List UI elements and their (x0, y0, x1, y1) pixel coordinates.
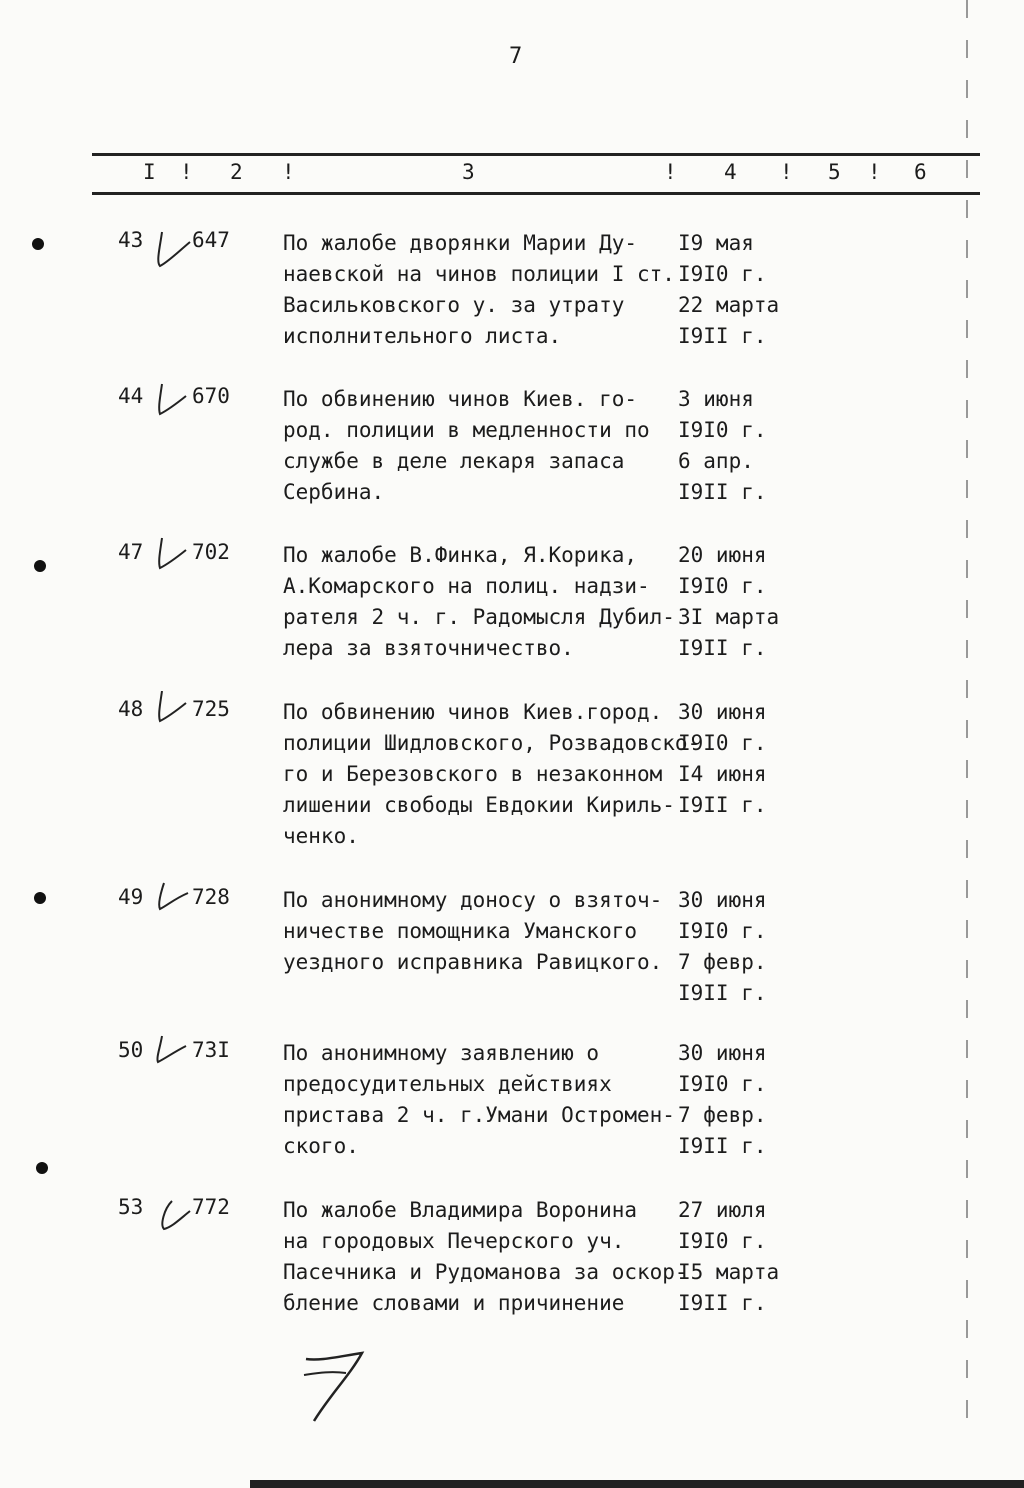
description-line: По жалобе дворянки Марии Ду- (283, 231, 638, 255)
header-sep: ! (282, 160, 295, 184)
date-line: 3I марта (678, 605, 780, 629)
description-line: предосудительных действиях (283, 1072, 612, 1096)
description-line: По анонимному доносу о взяточ- (283, 888, 663, 912)
description-line: пристава 2 ч. г.Умани Остромен- (283, 1103, 675, 1127)
punch-hole (34, 892, 46, 904)
description-line: А.Комарского на полиц. надзи- (283, 574, 650, 598)
description-line: службе в деле лекаря запаса (283, 449, 625, 473)
entry-dates (678, 540, 828, 664)
entry-dates (678, 885, 828, 1009)
date-line: I9II г. (678, 1134, 767, 1158)
case-number: 702 (192, 540, 230, 564)
date-line: 6 апр. (678, 449, 754, 473)
case-number: 728 (192, 885, 230, 909)
entry-dates (678, 228, 828, 352)
description-line: го и Березовского в незаконном (283, 762, 663, 786)
entry-description (283, 384, 673, 508)
entry-description (283, 885, 673, 978)
punch-hole (36, 1162, 48, 1174)
description-line: Сербина. (283, 480, 385, 504)
date-line: 27 июля (678, 1198, 767, 1222)
description-line: исполнительного листа. (283, 324, 562, 348)
header-col-3: 3 (462, 160, 475, 184)
header-sep: ! (780, 160, 793, 184)
date-line: I9I0 г. (678, 1072, 767, 1096)
header-sep: ! (664, 160, 677, 184)
date-line: I4 июня (678, 762, 767, 786)
description-line: рателя 2 ч. г. Радомысля Дубил- (283, 605, 675, 629)
entry-number: 50 (118, 1038, 144, 1062)
date-line: 3 июня (678, 387, 754, 411)
description-line: бление словами и причинение (283, 1291, 625, 1315)
date-line: I9I0 г. (678, 262, 767, 286)
entry-description (283, 1038, 673, 1162)
description-line: полиции Шидловского, Розвадовско- (283, 731, 701, 755)
date-line: 22 марта (678, 293, 780, 317)
date-line: I9 мая (678, 231, 754, 255)
date-line: I9II г. (678, 1291, 767, 1315)
date-line: I9II г. (678, 480, 767, 504)
entry-description (283, 1195, 688, 1319)
date-line: 30 июня (678, 1041, 767, 1065)
description-line: Пасечника и Рудоманова за оскор- (283, 1260, 688, 1284)
date-line: 20 июня (678, 543, 767, 567)
header-col-6: 6 (914, 160, 927, 184)
header-rule-top (92, 153, 980, 156)
case-number: 647 (192, 228, 230, 252)
handwritten-seven-mark (300, 1345, 380, 1425)
header-col-1: I (143, 160, 156, 184)
page-number: 7 (509, 44, 523, 69)
header-sep: ! (868, 160, 881, 184)
description-line: По обвинению чинов Киев.город. (283, 700, 663, 724)
description-line: ченко. (283, 824, 359, 848)
header-col-2: 2 (230, 160, 243, 184)
table-header (0, 160, 1024, 190)
description-line: Васильковского у. за утрату (283, 293, 625, 317)
description-line: ского. (283, 1134, 359, 1158)
case-number: 772 (192, 1195, 230, 1219)
description-line: По жалобе В.Финка, Я.Корика, (283, 543, 638, 567)
description-line: наевской на чинов полиции I ст. (283, 262, 675, 286)
header-rule-bottom (92, 192, 980, 195)
date-line: I9I0 г. (678, 1229, 767, 1253)
header-col-4: 4 (724, 160, 737, 184)
entry-description (283, 697, 701, 852)
entry-number: 48 (118, 697, 144, 721)
entry-dates (678, 697, 828, 821)
entry-dates (678, 384, 828, 508)
description-line: ничестве помощника Уманского (283, 919, 638, 943)
date-line: 7 февр. (678, 950, 767, 974)
date-line: 30 июня (678, 888, 767, 912)
date-line: I9II г. (678, 324, 767, 348)
case-number: 670 (192, 384, 230, 408)
entry-number: 44 (118, 384, 144, 408)
margin-line (966, 0, 968, 1440)
date-line: I9II г. (678, 981, 767, 1005)
description-line: По обвинению чинов Киев. го- (283, 387, 638, 411)
date-line: I9I0 г. (678, 731, 767, 755)
date-line: I9II г. (678, 636, 767, 660)
entry-number: 47 (118, 540, 144, 564)
date-line: I5 марта (678, 1260, 780, 1284)
entry-dates (678, 1195, 828, 1319)
punch-hole (34, 560, 46, 572)
date-line: I9I0 г. (678, 418, 767, 442)
date-line: 30 июня (678, 700, 767, 724)
date-line: I9I0 г. (678, 919, 767, 943)
date-line: I9I0 г. (678, 574, 767, 598)
description-line: лишении свободы Евдокии Кириль- (283, 793, 675, 817)
entry-number: 43 (118, 228, 144, 252)
description-line: лера за взяточничество. (283, 636, 574, 660)
case-number: 725 (192, 697, 230, 721)
description-line: род. полиции в медленности по (283, 418, 650, 442)
header-col-5: 5 (828, 160, 841, 184)
bottom-edge (250, 1480, 1024, 1488)
case-number: 73I (192, 1038, 230, 1062)
entry-number: 53 (118, 1195, 144, 1219)
description-line: на городовых Печерского уч. (283, 1229, 625, 1253)
date-line: I9II г. (678, 793, 767, 817)
entry-dates (678, 1038, 828, 1162)
entry-description (283, 540, 673, 664)
punch-hole (32, 238, 44, 250)
header-sep: ! (180, 160, 193, 184)
description-line: По анонимному заявлению о (283, 1041, 600, 1065)
description-line: По жалобе Владимира Воронина (283, 1198, 638, 1222)
entry-number: 49 (118, 885, 144, 909)
date-line: 7 февр. (678, 1103, 767, 1127)
description-line: уездного исправника Равицкого. (283, 950, 663, 974)
entry-description (283, 228, 673, 352)
